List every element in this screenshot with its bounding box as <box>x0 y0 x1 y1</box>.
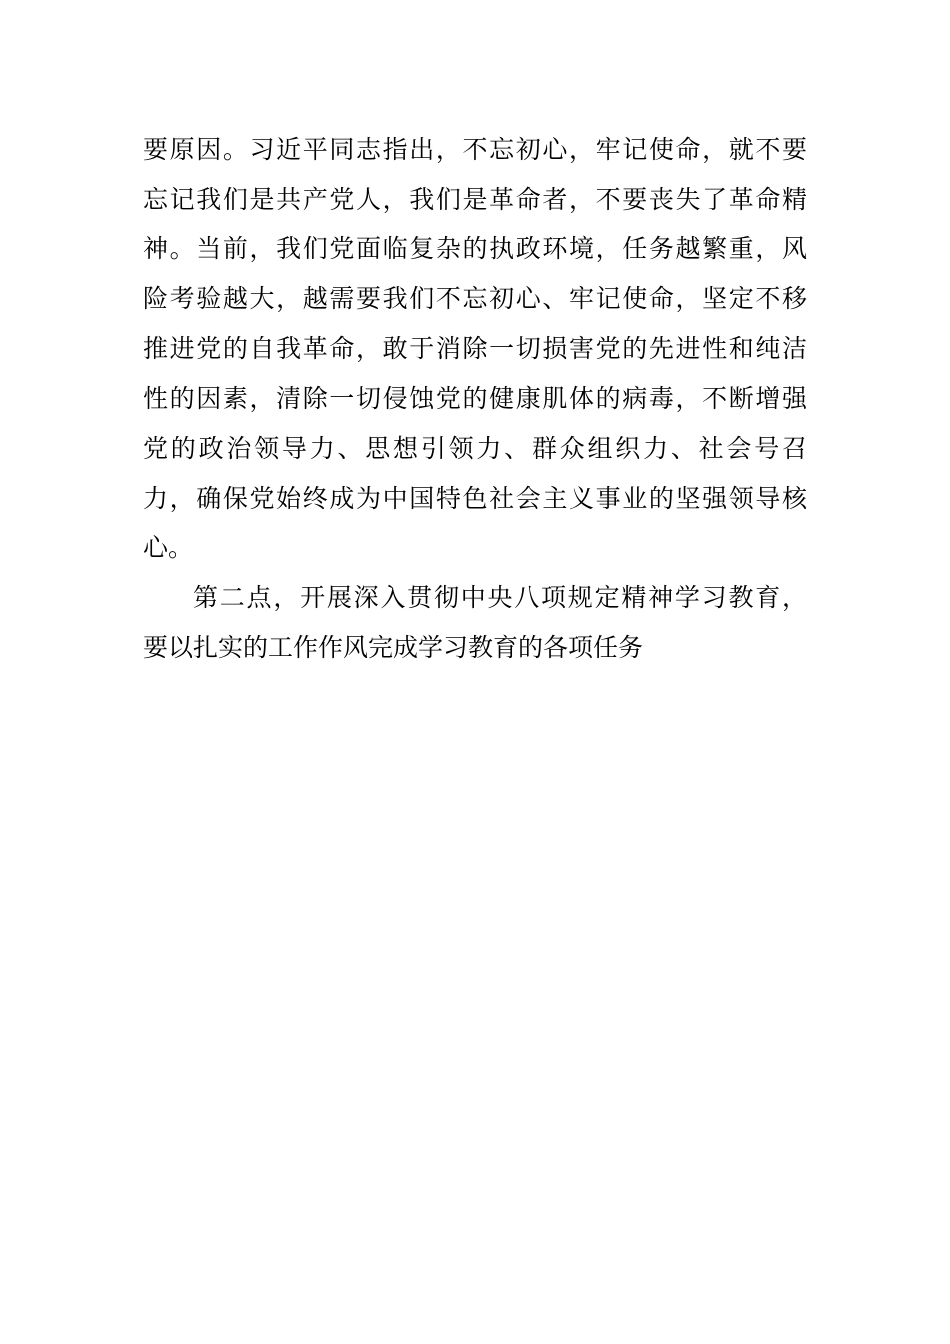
paragraph-1-line-7: 党的政治领导力、思想引领力、群众组织力、社会号召 <box>143 434 807 463</box>
paragraph-1-line-2: 忘记我们是共产党人，我们是革命者，不要丧失了革命精 <box>143 185 807 214</box>
paragraph-1-line-1: 要原因。习近平同志指出，不忘初心，牢记使命，就不要 <box>143 135 807 164</box>
paragraph-1-line-5: 推进党的自我革命，敢于消除一切损害党的先进性和纯洁 <box>143 334 807 363</box>
paragraph-2-line-1: 第二点，开展深入贯彻中央八项规定精神学习教育， <box>193 583 807 612</box>
paragraph-1-line-9: 心。 <box>143 533 194 562</box>
paragraph-1-line-3: 神。当前，我们党面临复杂的执政环境，任务越繁重，风 <box>143 234 807 263</box>
paragraph-2-line-2: 要以扎实的工作作风完成学习教育的各项任务 <box>143 633 644 662</box>
paragraph-1-line-4: 险考验越大，越需要我们不忘初心、牢记使命，坚定不移 <box>143 284 807 313</box>
paragraph-1-line-6: 性的因素，清除一切侵蚀党的健康肌体的病毒，不断增强 <box>143 384 807 413</box>
paragraph-1-line-8: 力，确保党始终成为中国特色社会主义事业的坚强领导核 <box>143 484 807 513</box>
